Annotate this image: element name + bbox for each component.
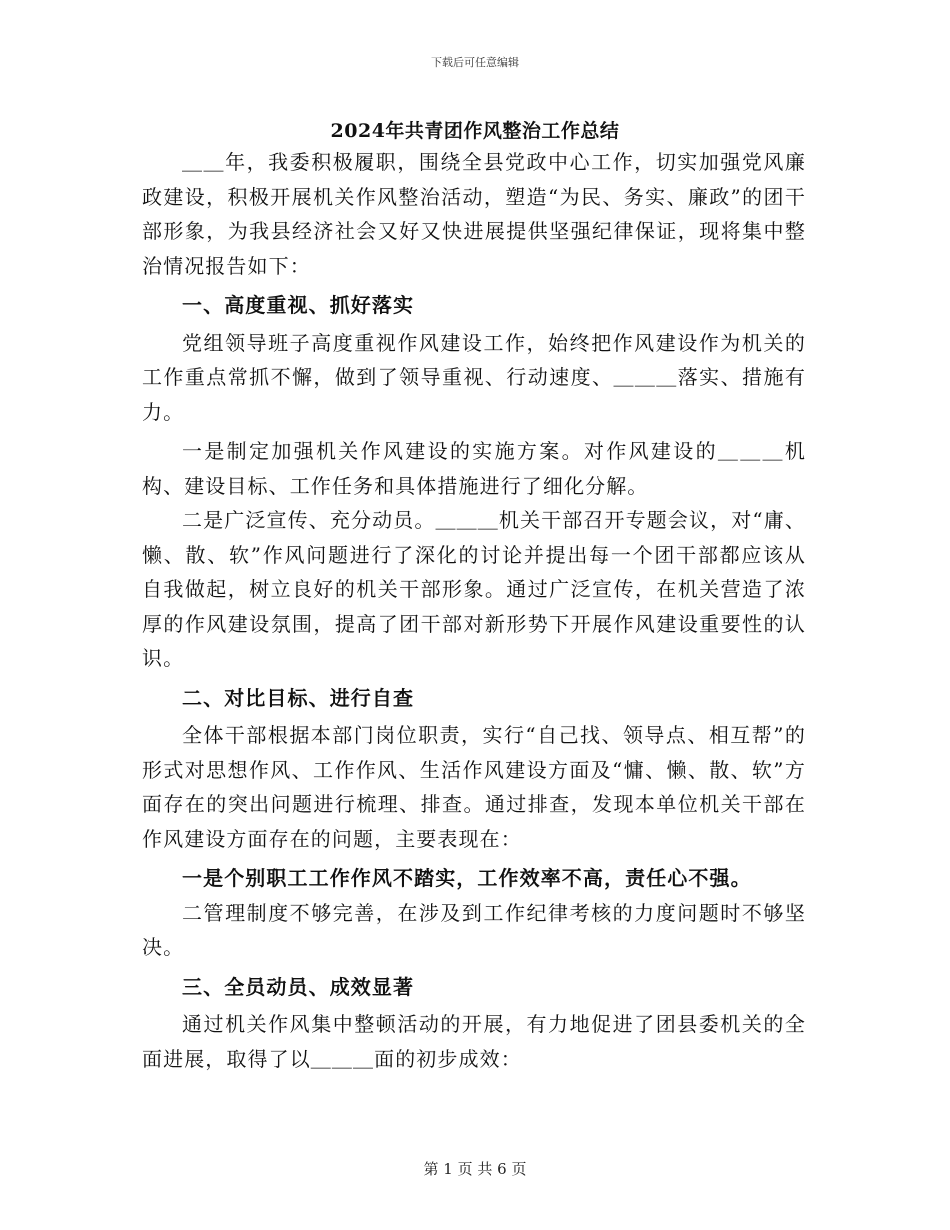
document-body xyxy=(142,145,806,1076)
paragraph-plan: 一是制定加强机关作风建设的实施方案。对作风建设的＿＿＿机构、建设目标、工作任务和具体措施进行了细化分解。 xyxy=(142,439,806,498)
paragraph-intro: ＿＿年，我委积极履职，围绕全县党政中心工作，切实加强党风廉政建设，积极开展机关作风整治活动，塑造“为民、务实、廉政”的团干部形象，为我县经济社会又好又快进展提供坚强纪律保证，现将集中整治情况报告如下： xyxy=(142,150,806,278)
document-title: 2024年共青团作风整治工作总结 xyxy=(330,120,620,142)
paragraph-self-check: 全体干部根据本部门岗位职责，实行“自己找、领导点、相互帮”的形式对思想作风、工作作风、生活作风建设方面及“慵、懒、散、软”方面存在的突出问题进行梳理、排查。通过排查，发现本单位机关干部在作风建设方面存在的问题，主要表现在： xyxy=(142,723,806,851)
paragraph-leadership: 党组领导班子高度重视作风建设工作，始终把作风建设作为机关的工作重点常抓不懈，做到了领导重视、行动速度、＿＿＿落实、措施有力。 xyxy=(142,330,806,424)
paragraph-results: 通过机关作风集中整顿活动的开展，有力地促进了团县委机关的全面进展，取得了以＿＿＿面的初步成效： xyxy=(142,1012,806,1071)
paragraph-issue-1: 一是个别职工工作作风不踏实，工作效率不高，责任心不强。 xyxy=(182,866,752,890)
header-note: 下载后可任意编辑 xyxy=(431,56,519,69)
paragraph-issue-2: 二管理制度不够完善，在涉及到工作纪律考核的力度问题时不够坚决。 xyxy=(142,900,806,959)
paragraph-publicity: 二是广泛宣传、充分动员。＿＿＿机关干部召开专题会议，对“庸、懒、散、软”作风问题进行了深化的讨论并提出每一个团干部都应该从自我做起，树立良好的机关干部形象。通过广泛宣传，在机关营造了浓厚的作风建设氛围，提高了团干部对新形势下开展作风建设重要性的认识。 xyxy=(142,508,806,670)
section-heading-2: 二、对比目标、进行自查 xyxy=(182,685,415,710)
page-footer: 第 1 页 共 6 页 xyxy=(423,1160,527,1178)
section-heading-1: 一、高度重视、抓好落实 xyxy=(182,293,415,317)
section-heading-3: 三、全员动员、成效显著 xyxy=(182,974,415,999)
